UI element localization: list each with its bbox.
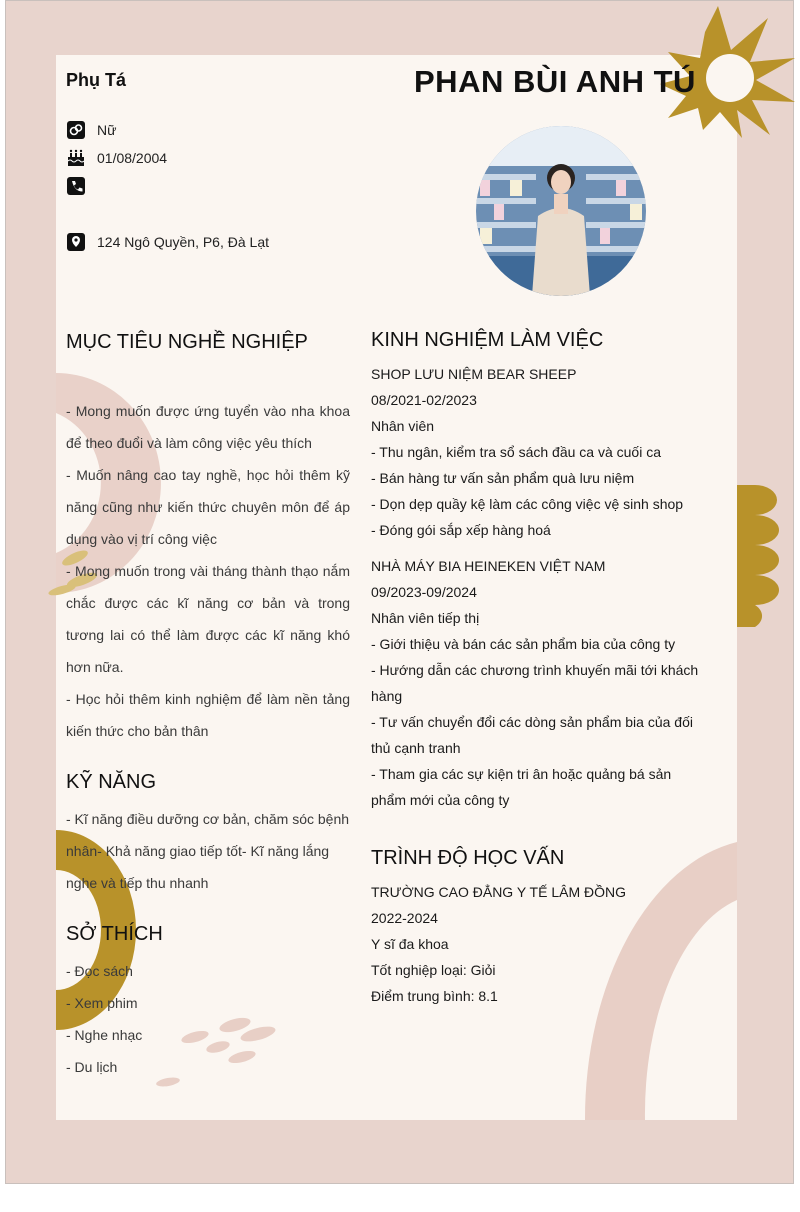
education-title: TRÌNH ĐỘ HỌC VẤN — [371, 847, 565, 869]
experience-title: KINH NGHIỆM LÀM VIỆC — [371, 329, 604, 351]
birthday-row — [66, 148, 167, 168]
job-duty: - Đóng gói sắp xếp hàng hoá — [371, 522, 551, 538]
education-block — [371, 879, 626, 1009]
job-duty: - Bán hàng tư vấn sản phẩm quà lưu niệm — [371, 470, 635, 486]
objective-item: - Học hỏi thêm kinh nghiệm để làm nền tảng kiến thức cho bản thân — [66, 691, 350, 739]
job-1 — [371, 361, 683, 543]
address-text: 124 Ngô Quyền, P6, Đà Lạt — [97, 234, 269, 250]
phone-icon — [66, 176, 86, 196]
job-company: NHÀ MÁY BIA HEINEKEN VIỆT NAM — [371, 558, 606, 574]
objective-list — [66, 395, 350, 747]
job-duty: - Tham gia các sự kiện tri ân hoặc quảng bá sản — [371, 766, 672, 782]
job-duty: - Dọn dẹp quầy kệ làm các công việc vệ sinh shop — [371, 496, 684, 512]
hobbies-title: SỞ THÍCH — [66, 923, 163, 945]
location-pin-icon — [66, 232, 86, 252]
education-major: Y sĩ đa khoa — [371, 936, 449, 952]
skills-title: KỸ NĂNG — [66, 771, 157, 793]
education-grade: Tốt nghiệp loại: Giỏi — [371, 962, 496, 978]
objective-item: - Muốn nâng cao tay nghề, học hỏi thêm kỹ năng cũng như kiến thức chuyên môn để áp dụng vào vị trí công việc — [66, 467, 350, 547]
education-period: 2022-2024 — [371, 910, 438, 926]
hobbies-list — [66, 955, 350, 1083]
objective-title: MỤC TIÊU NGHỀ NGHIỆP — [66, 331, 308, 353]
objective-item: - Mong muốn được ứng tuyển vào nha khoa để theo đuổi và làm công việc yêu thích — [66, 403, 350, 451]
phone-row — [66, 176, 97, 196]
job-duty: hàng — [371, 688, 403, 704]
job-period: 08/2021-02/2023 — [371, 392, 477, 408]
cake-icon — [66, 148, 86, 168]
job-duty: thủ cạnh tranh — [371, 740, 461, 756]
job-duty: - Hướng dẫn các chương trình khuyến mãi tới khách — [371, 662, 699, 678]
address-row — [66, 232, 269, 252]
job-position: Nhân viên — [371, 418, 435, 434]
job-company: SHOP LƯU NIỆM BEAR SHEEP — [371, 366, 577, 382]
hobby-item: - Du lịch — [66, 1059, 118, 1075]
job-duty: phẩm mới của công ty — [371, 792, 510, 808]
profile-photo — [476, 126, 646, 296]
gender-row — [66, 120, 116, 140]
job-duty: - Tư vấn chuyển đổi các dòng sản phẩm bia của đối — [371, 714, 693, 730]
job-position: Nhân viên tiếp thị — [371, 610, 480, 626]
hobby-item: - Xem phim — [66, 995, 138, 1011]
education-school: TRƯỜNG CAO ĐẲNG Y TẾ LÂM ĐỒNG — [371, 884, 627, 900]
objective-item: - Mong muốn trong vài tháng thành thạo nắm chắc được các kĩ năng cơ bản và trong tương lai có thể làm được các kĩ năng khó hơn nữa. — [66, 563, 350, 675]
job-2 — [371, 553, 698, 813]
gender-icon — [66, 120, 86, 140]
birthday-text: 01/08/2004 — [97, 150, 168, 166]
hobby-item: - Đọc sách — [66, 963, 133, 979]
gender-text: Nữ — [97, 122, 117, 138]
gold-scallop-decoration — [737, 485, 779, 627]
job-period: 09/2023-09/2024 — [371, 584, 477, 600]
candidate-name: PHAN BÙI ANH TÚ — [414, 64, 696, 99]
skills-text: - Kĩ năng điều dưỡng cơ bản, chăm sóc bệnh nhân- Khả năng giao tiếp tốt- Kĩ năng lắng nghe và tiếp thu nhanh — [66, 811, 350, 891]
job-role: Phụ Tá — [66, 70, 127, 90]
job-duty: - Thu ngân, kiểm tra sổ sách đầu ca và cuối ca — [371, 444, 662, 460]
education-gpa: Điểm trung bình: 8.1 — [371, 988, 498, 1004]
job-duty: - Giới thiệu và bán các sản phẩm bia của công ty — [371, 636, 676, 652]
hobby-item: - Nghe nhạc — [66, 1027, 143, 1043]
